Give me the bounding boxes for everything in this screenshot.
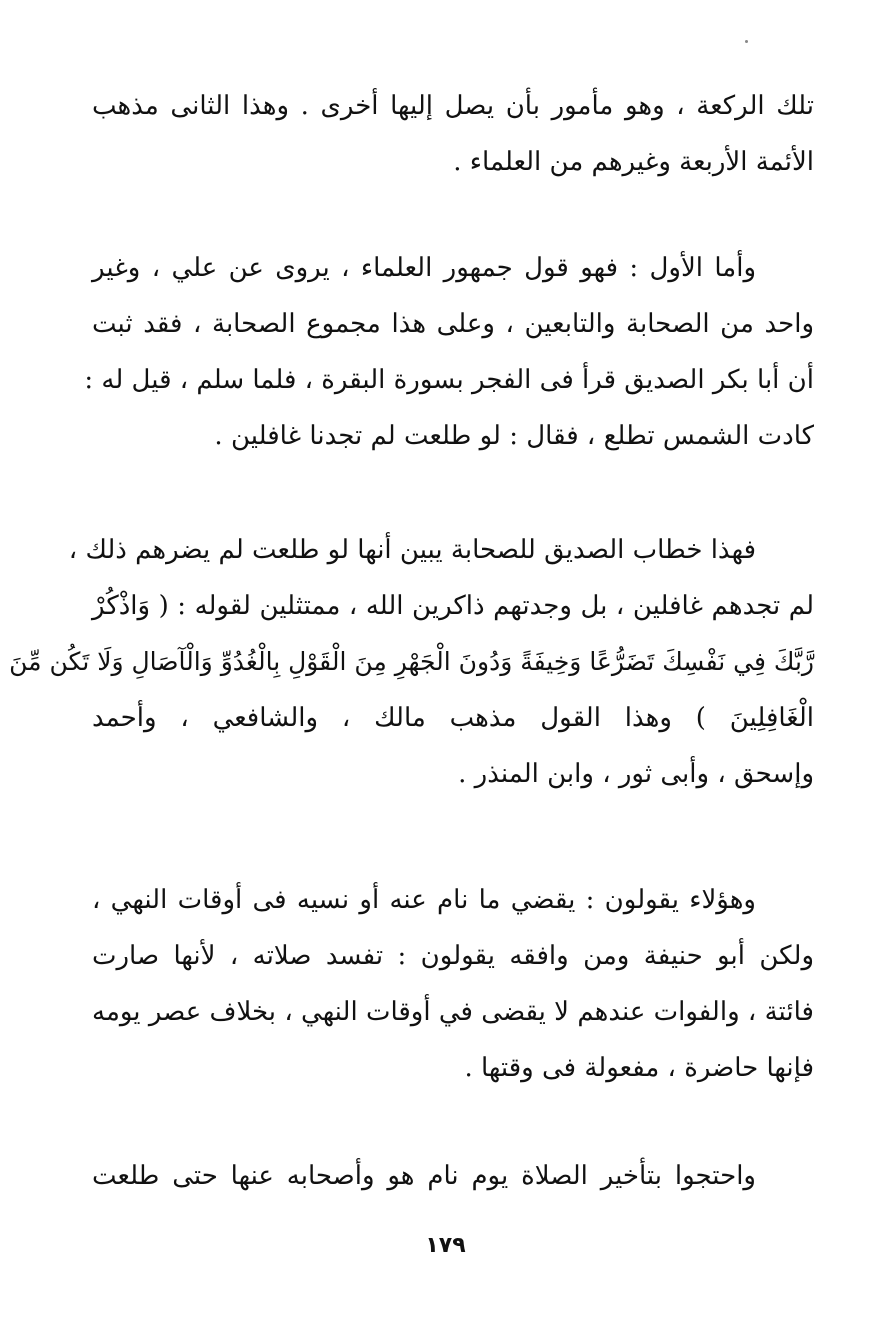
text-line: تلك الركعة ، وهو مأمور بأن يصل إليها أخرى . وهذا الثانى مذهب: [92, 91, 814, 121]
paragraph-5: [92, 1148, 814, 1204]
text-line: واحد من الصحابة والتابعين ، وعلى هذا مجموع الصحابة ، فقد ثبت: [92, 309, 814, 339]
quran-verse-line: رَّبَّكَ فِي نَفْسِكَ تَضَرُّعًا وَخِيفَةً وَدُونَ الْجَهْرِ مِنَ الْقَوْلِ بِالْغُدُوِّ وَالْآصَالِ وَلَا تَكُن مِّنَ: [9, 647, 814, 676]
page-number: ١٧٩: [425, 1233, 466, 1258]
text-line: واحتجوا بتأخير الصلاة يوم نام هو وأصحابه عنها حتى طلعت: [92, 1161, 756, 1191]
text-line: وإسحق ، وأبى ثور ، وابن المنذر .: [458, 759, 814, 789]
paragraph-3: [9, 522, 814, 802]
text-line: أن أبا بكر الصديق قرأ فى الفجر بسورة البقرة ، فلما سلم ، قيل له :: [84, 365, 814, 395]
scan-speck: [745, 40, 748, 43]
text-line: كادت الشمس تطلع ، فقال : لو طلعت لم تجدنا غافلين .: [214, 421, 814, 451]
text-line: الأئمة الأربعة وغيرهم من العلماء .: [453, 147, 814, 177]
paragraph-1: [92, 78, 814, 190]
text-line: فإنها حاضرة ، مفعولة فى وقتها .: [464, 1053, 814, 1083]
text-line: وهؤلاء يقولون : يقضي ما نام عنه أو نسيه فى أوقات النهي ،: [92, 885, 756, 915]
text-line: ولكن أبو حنيفة ومن وافقه يقولون : تفسد صلاته ، لأنها صارت: [92, 941, 814, 971]
text-line: لم تجدهم غافلين ، بل وجدتهم ذاكرين الله ، ممتثلين لقوله : ( وَاذْكُرْ: [92, 591, 814, 621]
text-line: فهذا خطاب الصديق للصحابة يبين أنها لو طلعت لم يضرهم ذلك ،: [68, 535, 756, 565]
text-line: فائتة ، والفوات عندهم لا يقضى في أوقات النهي ، بخلاف عصر يومه: [92, 997, 814, 1027]
paragraph-4: [92, 872, 814, 1096]
text-line: الْغَافِلِينَ ) وهذا القول مذهب مالك ، والشافعي ، وأحمد: [92, 703, 814, 733]
text-line: وأما الأول : فهو قول جمهور العلماء ، يروى عن علي ، وغير: [92, 253, 756, 283]
paragraph-2: [84, 240, 814, 464]
